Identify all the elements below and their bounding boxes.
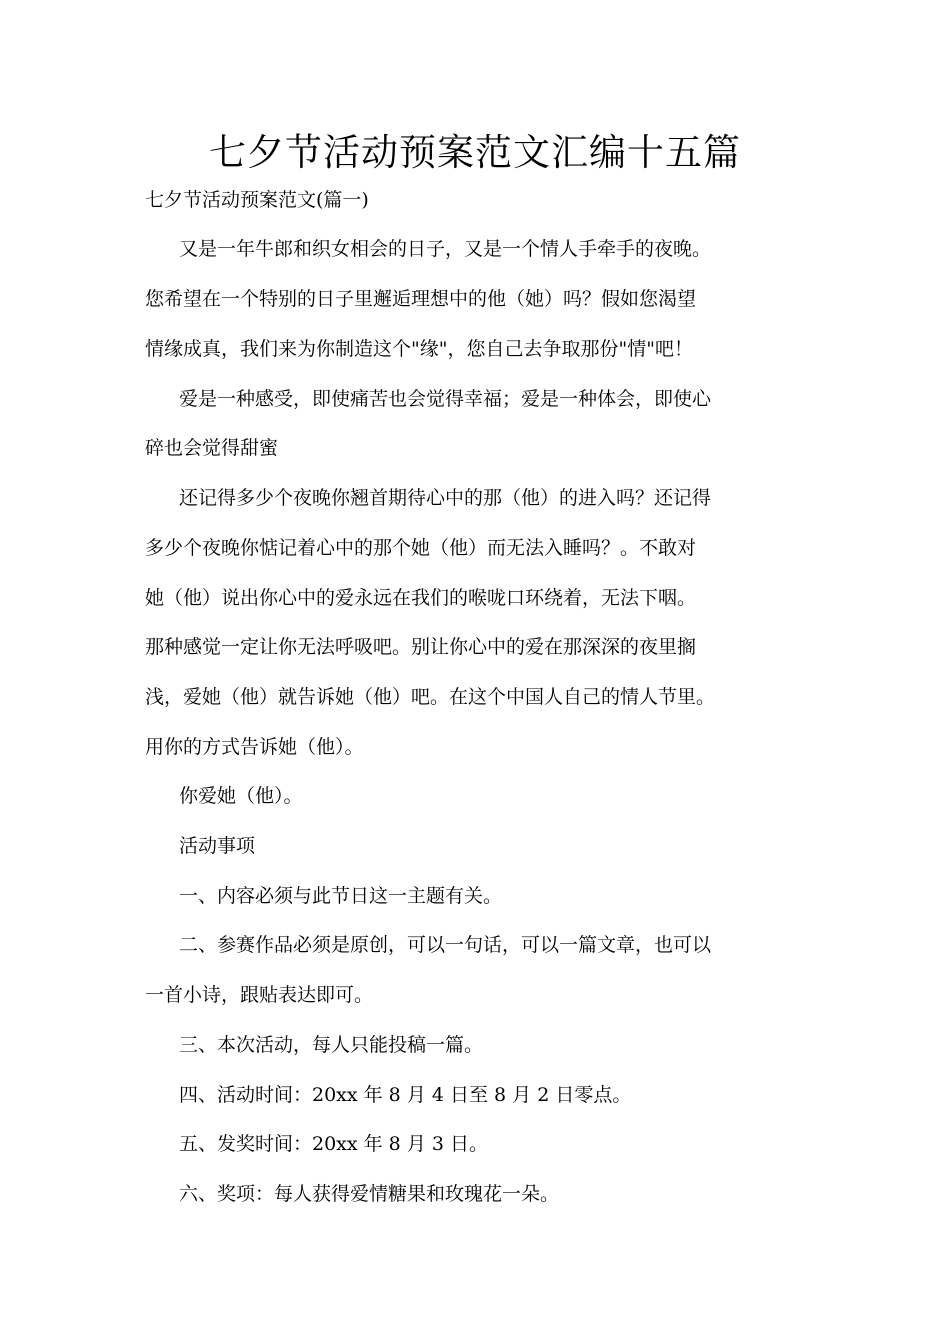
paragraph-line: 爱是一种感受，即使痛苦也会觉得幸福；爱是一种体会，即使心 [179, 388, 712, 410]
section-heading: 七夕节活动预案范文(篇一) [145, 189, 369, 211]
paragraph-line: 还记得多少个夜晚你翘首期待心中的那（他）的进入吗？还记得 [179, 487, 712, 509]
document-title: 七夕节活动预案范文汇编十五篇 [209, 131, 741, 174]
paragraph-line: 又是一年牛郎和织女相会的日子，又是一个情人手牵手的夜晚。 [179, 238, 712, 260]
list-item: 三、本次活动，每人只能投稿一篇。 [179, 1034, 484, 1056]
list-item: 四、活动时间：20xx 年 8 月 4 日至 8 月 2 日零点。 [179, 1084, 632, 1106]
list-item: 一、内容必须与此节日这一主题有关。 [179, 885, 503, 907]
list-item-continuation: 一首小诗，跟贴表达即可。 [145, 984, 374, 1006]
paragraph-line: 活动事项 [179, 835, 256, 857]
paragraph-line: 那种感觉一定让你无法呼吸吧。别让你心中的爱在那深深的夜里搁 [145, 636, 697, 658]
paragraph-line: 多少个夜晚你惦记着心中的那个她（他）而无法入睡吗？。不敢对 [145, 537, 697, 559]
list-item: 五、发奖时间：20xx 年 8 月 3 日。 [179, 1133, 488, 1155]
paragraph-line: 您希望在一个特别的日子里邂逅理想中的他（她）吗？假如您渴望 [145, 288, 697, 310]
paragraph-line: 你爱她（他）。 [179, 785, 303, 807]
list-item: 六、奖项：每人获得爱情糖果和玫瑰花一朵。 [179, 1183, 560, 1205]
paragraph-line: 她（他）说出你心中的爱永远在我们的喉咙口环绕着，无法下咽。 [145, 587, 697, 609]
paragraph-line: 碎也会觉得甜蜜 [145, 437, 279, 459]
list-item: 二、参赛作品必须是原创，可以一句话，可以一篇文章，也可以 [179, 934, 712, 956]
paragraph-line: 情缘成真，我们来为你制造这个"缘"，您自己去争取那份"情"吧！ [145, 338, 693, 360]
paragraph-line: 浅，爱她（他）就告诉她（他）吧。在这个中国人自己的情人节里。 [145, 686, 716, 708]
paragraph-line: 用你的方式告诉她（他）。 [145, 736, 364, 758]
